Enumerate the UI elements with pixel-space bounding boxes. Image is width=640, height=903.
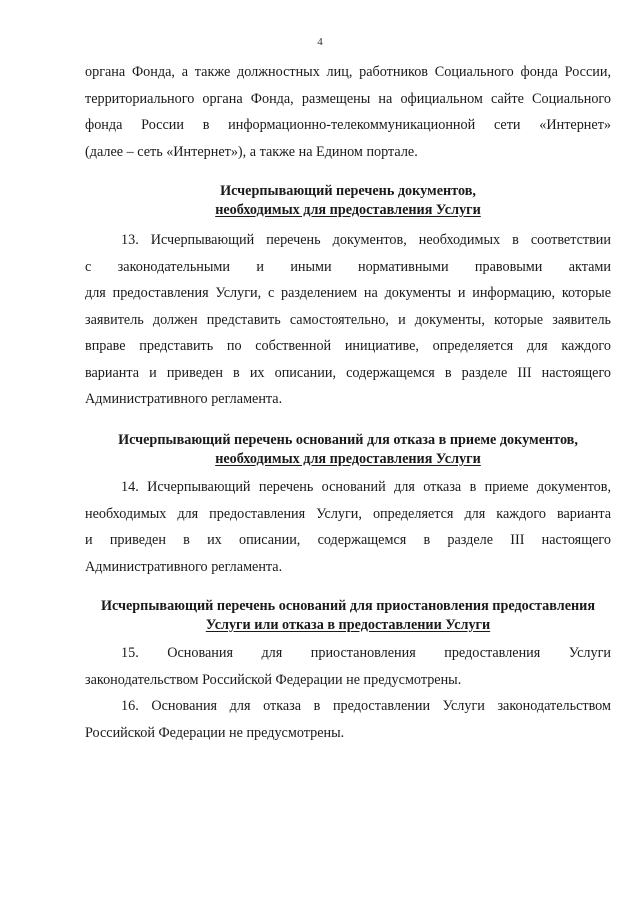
page-number: 4 xyxy=(317,36,323,48)
intro-paragraph xyxy=(85,59,611,165)
paragraph-13 xyxy=(85,227,611,413)
text-line: 13. Исчерпывающий перечень документов, необходимых в соответствии xyxy=(121,232,611,248)
section-heading-suspension xyxy=(70,597,626,634)
text-line: необходимых для предоставления Услуги, определяется для каждого варианта xyxy=(85,505,611,522)
text-line: для предоставления Услуги, с разделением на документы и информацию, которые xyxy=(85,285,611,301)
heading-line: необходимых для предоставления Услуги xyxy=(215,450,481,467)
text-line: 15. Основания для приостановления предоставления Услуги xyxy=(121,645,611,661)
text-line: Административного регламента. xyxy=(85,558,283,575)
text-line: (далее – сеть «Интернет»), а также на Едином портале. xyxy=(85,143,418,160)
text-line: 14. Исчерпывающий перечень оснований для отказа в приеме документов, xyxy=(121,479,611,495)
text-line: с законодательными и иными нормативными правовыми актами xyxy=(85,258,611,275)
section-heading-documents xyxy=(70,182,626,219)
heading-line: Исчерпывающий перечень оснований для приостановления предоставления xyxy=(100,598,596,614)
paragraph-16 xyxy=(85,693,611,746)
text-line: фонда России в информационно-телекоммуникационной сети «Интернет» xyxy=(85,117,611,133)
text-line: органа Фонда, а также должностных лиц, работников Социального фонда России, xyxy=(85,64,611,80)
text-line: территориального органа Фонда, размещены на официальном сайте Социального xyxy=(85,90,611,107)
paragraph-15 xyxy=(85,640,611,693)
heading-line: Услуги или отказа в предоставлении Услуги xyxy=(205,616,491,633)
text-line: Российской Федерации не предусмотрены. xyxy=(85,724,345,741)
heading-line: Исчерпывающий перечень оснований для отказа в приеме документов, xyxy=(118,432,578,448)
text-line: 16. Основания для отказа в предоставлении Услуги законодательством xyxy=(121,698,611,714)
text-line: законодательством Российской Федерации не предусмотрены. xyxy=(85,671,462,688)
text-line: варианта и приведен в их описании, содержащемся в разделе III настоящего xyxy=(85,364,611,381)
heading-line: необходимых для предоставления Услуги xyxy=(215,201,481,218)
text-line: вправе представить по собственной инициативе, определяется для каждого xyxy=(85,338,611,354)
paragraph-14 xyxy=(85,474,611,580)
heading-line: Исчерпывающий перечень документов, xyxy=(220,183,476,199)
text-line: Административного регламента. xyxy=(85,391,283,407)
section-heading-refusal-acceptance xyxy=(70,431,626,468)
text-line: заявитель должен представить самостоятельно, и документы, которые заявитель xyxy=(85,311,611,328)
text-line: и приведен в их описании, содержащемся в разделе III настоящего xyxy=(85,532,611,548)
